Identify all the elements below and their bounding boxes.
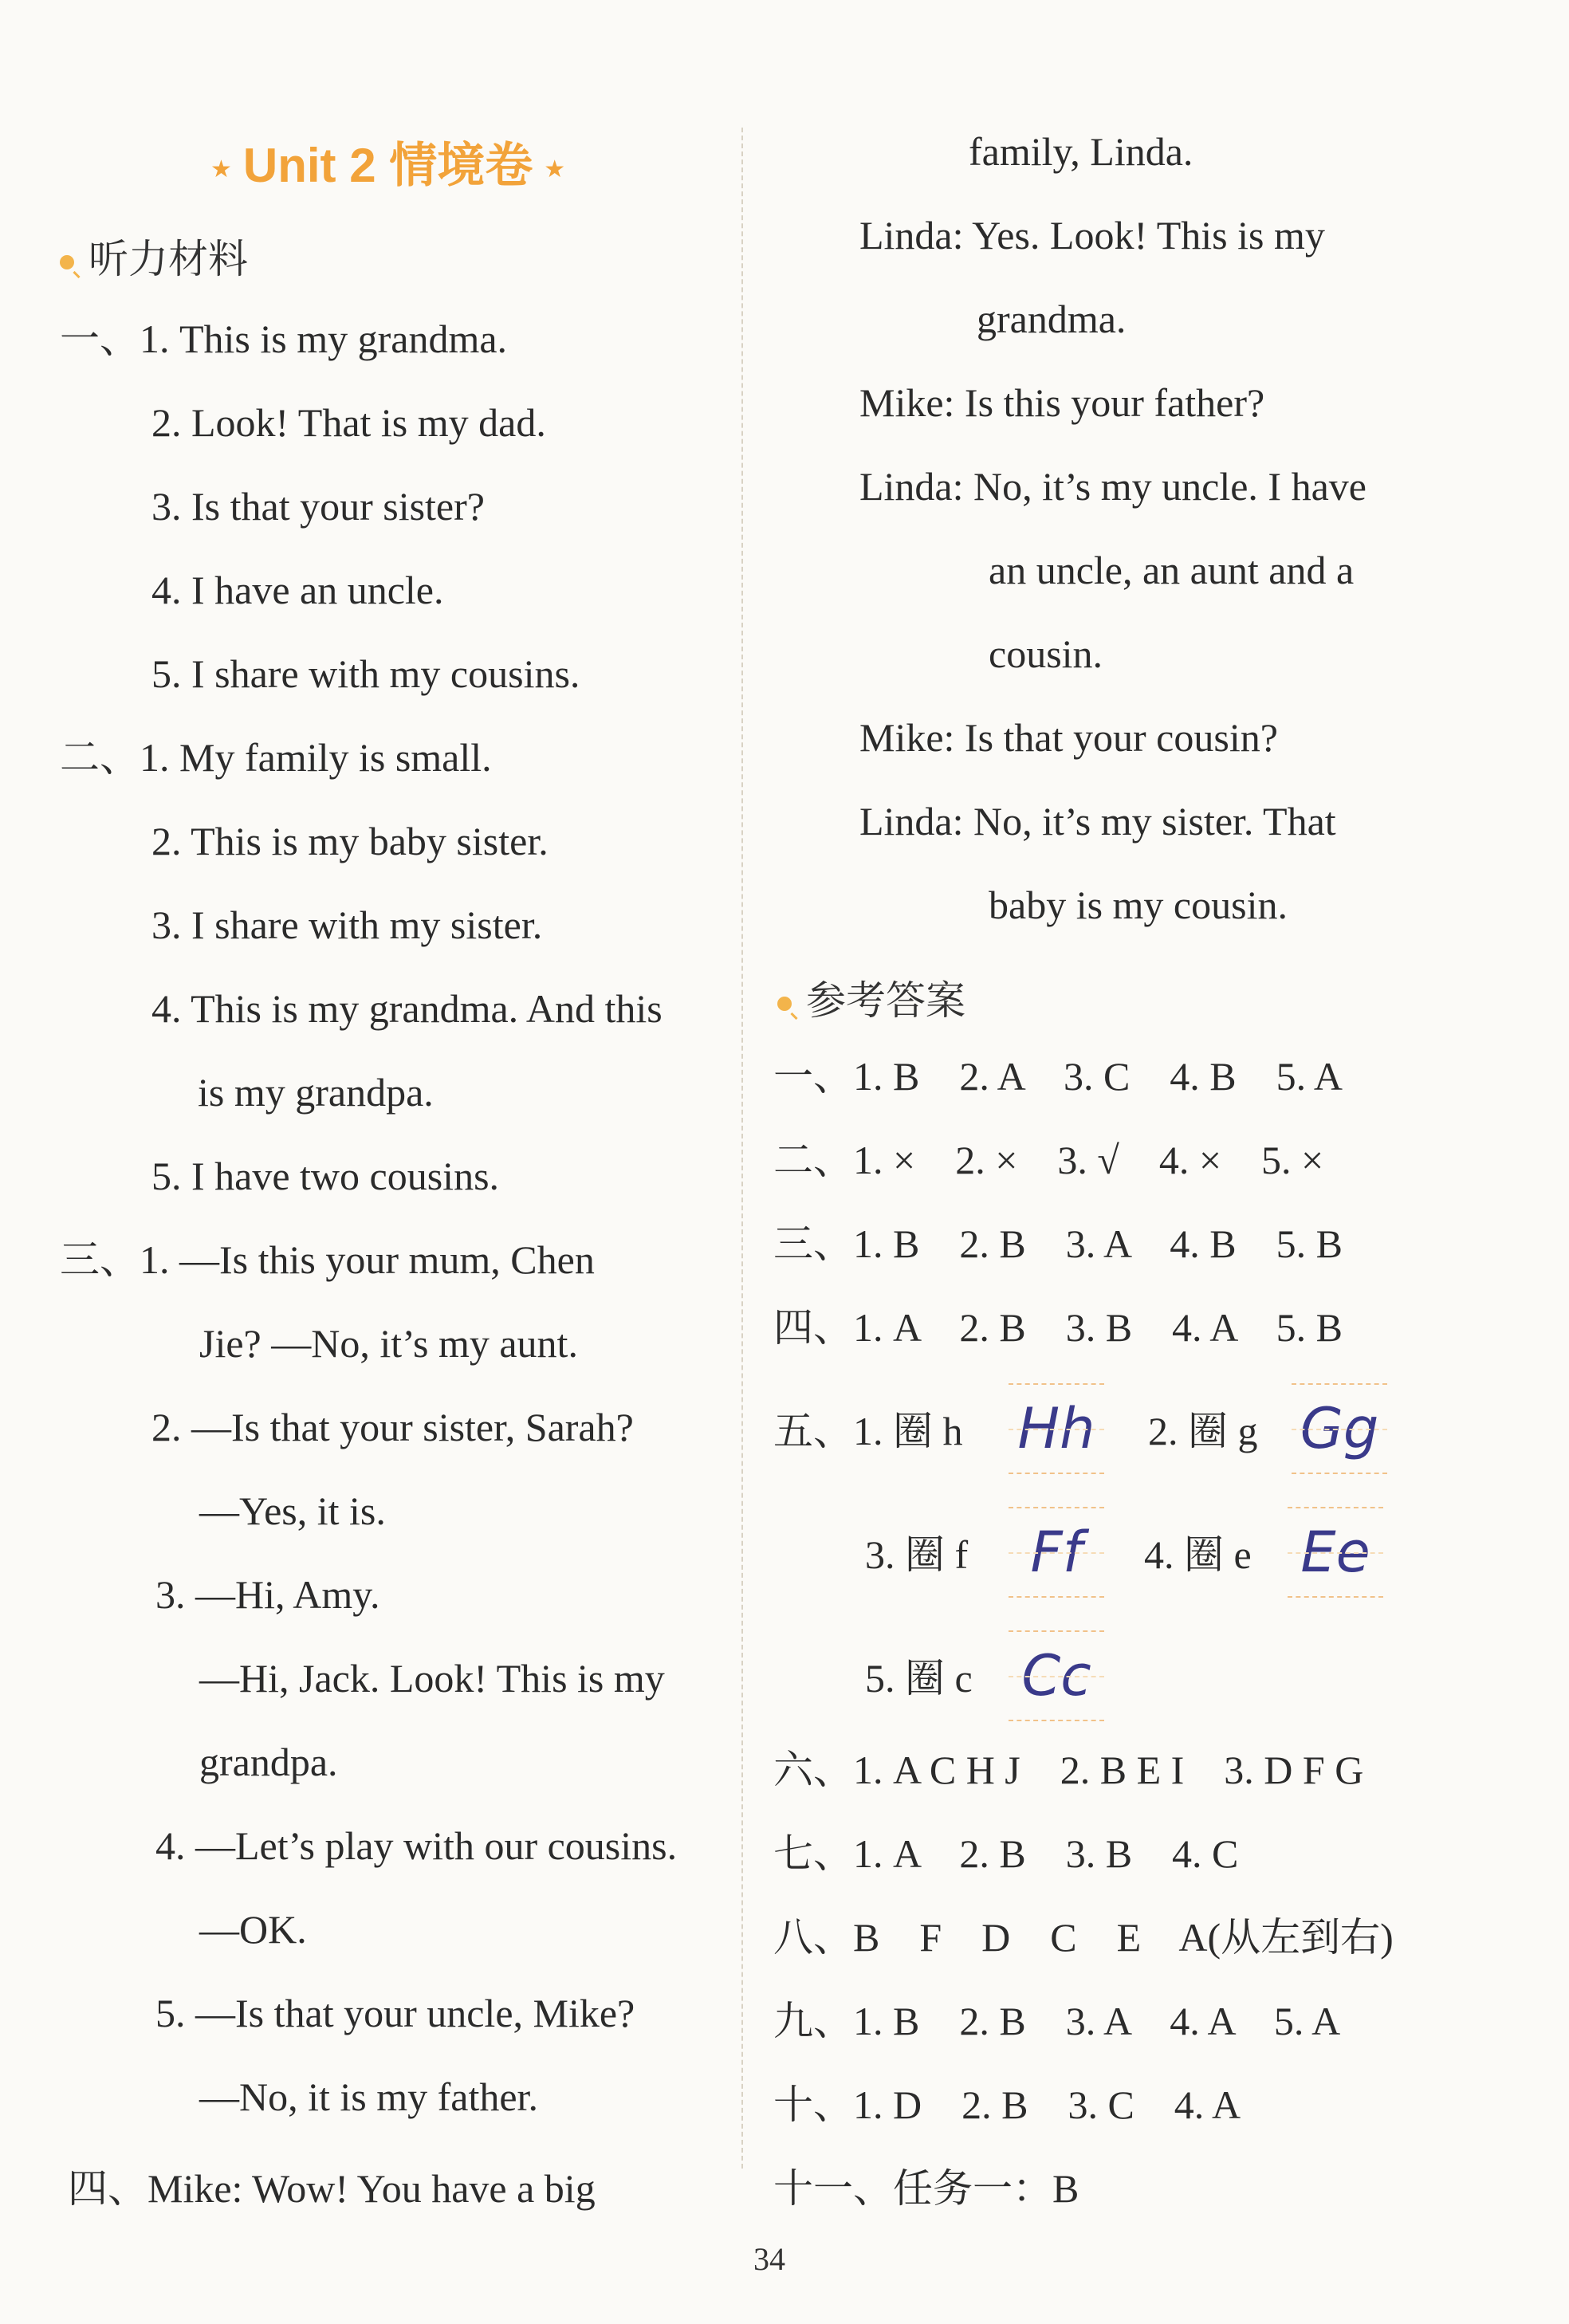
listening-line: 3. I share with my sister. [151,902,543,947]
listening-line: 5. —Is that your uncle, Mike? [155,1991,635,2035]
listening-line: baby is my cousin. [989,883,1288,927]
five-label-2: 2. 圈 g [1148,1409,1258,1453]
listening-line: 3. Is that your sister? [151,484,485,529]
listening-line: —No, it is my father. [199,2074,538,2119]
answer-line: 八、B F D C E A(从左到右) [773,1915,1394,1960]
column-divider [741,128,743,2169]
listening-line: Linda: No, it’s my sister. That [859,799,1336,843]
magnifier-icon [60,255,74,269]
page-number: 34 [753,2241,785,2277]
answer-line: 一、1. B 2. A 3. C 4. B 5. A [773,1054,1343,1099]
listening-line: 4. I have an uncle. [151,568,444,612]
listening-line: 3. —Hi, Amy. [155,1572,380,1617]
listening-line: —Yes, it is. [199,1488,386,1533]
listening-line: —Hi, Jack. Look! This is my [199,1656,665,1701]
listening-line: 四、Mike: Wow! You have a big [68,2166,596,2211]
listening-line: Linda: No, it’s my uncle. I have [859,464,1366,509]
page-title [199,128,576,196]
listening-line: 5. I share with my cousins. [151,651,580,696]
listening-line: Mike: Is this your father? [859,380,1265,425]
answers-heading: 参考答案 [777,969,965,1026]
listening-line: Linda: Yes. Look! This is my [859,213,1325,258]
magnifier-icon [777,997,792,1011]
listening-line: grandma. [977,297,1127,341]
answer-line: 六、1. A C H J 2. B E I 3. D F G [773,1748,1364,1792]
listening-line: grandpa. [199,1740,338,1784]
handwriting-box: Ee [1288,1507,1383,1598]
five-label-3: 3. 圈 f [865,1532,969,1577]
title-text: Unit 2 情境卷 [242,139,533,192]
answer-line: 三、1. B 2. B 3. A 4. B 5. B [773,1221,1343,1266]
five-label-4: 4. 圈 e [1144,1532,1252,1577]
handwriting-box: Cc [1009,1630,1104,1721]
answer-line: 十、1. D 2. B 3. C 4. A [773,2082,1241,2127]
handwriting-box: Hh [1009,1383,1104,1474]
listening-line: 4. —Let’s play with our cousins. [155,1823,678,1868]
listening-line: 三、1. —Is this your mum, Chen [60,1237,595,1282]
handwriting-box: Ff [1009,1507,1104,1598]
listening-line: 4. This is my grandma. And this [151,986,663,1031]
handwriting-box: Gg [1292,1383,1387,1474]
answer-line: 七、1. A 2. B 3. B 4. C [773,1831,1239,1876]
answer-line: 十一、任务一：B [773,2166,1079,2211]
listening-line: family, Linda. [969,129,1193,174]
answer-line: 九、1. B 2. B 3. A 4. A 5. A [773,1999,1341,2043]
answer-line: 四、1. A 2. B 3. B 4. A 5. B [773,1305,1343,1350]
listening-line: Jie? —No, it’s my aunt. [199,1321,578,1366]
listening-line: an uncle, an aunt and a [989,548,1355,592]
listening-line: 二、1. My family is small. [60,735,492,780]
listening-line: 2. —Is that your sister, Sarah? [151,1405,634,1449]
listening-heading: 听力材料 [60,227,248,285]
listening-line: cousin. [989,631,1103,676]
listening-line: is my grandpa. [198,1070,434,1115]
listening-line: 2. This is my baby sister. [151,819,549,863]
listening-line: 一、1. This is my grandma. [60,317,508,361]
star-icon: ★ [544,155,566,183]
five-label-5: 5. 圈 c [865,1656,973,1701]
listening-line: —OK. [199,1907,307,1952]
answer-line: 二、1. × 2. × 3. √ 4. × 5. × [773,1138,1324,1182]
listening-line: 5. I have two cousins. [151,1154,500,1198]
five-label-1: 五、1. 圈 h [773,1409,963,1453]
listening-line: 2. Look! That is my dad. [151,400,546,445]
star-icon: ★ [210,155,232,183]
listening-line: Mike: Is that your cousin? [859,715,1278,760]
